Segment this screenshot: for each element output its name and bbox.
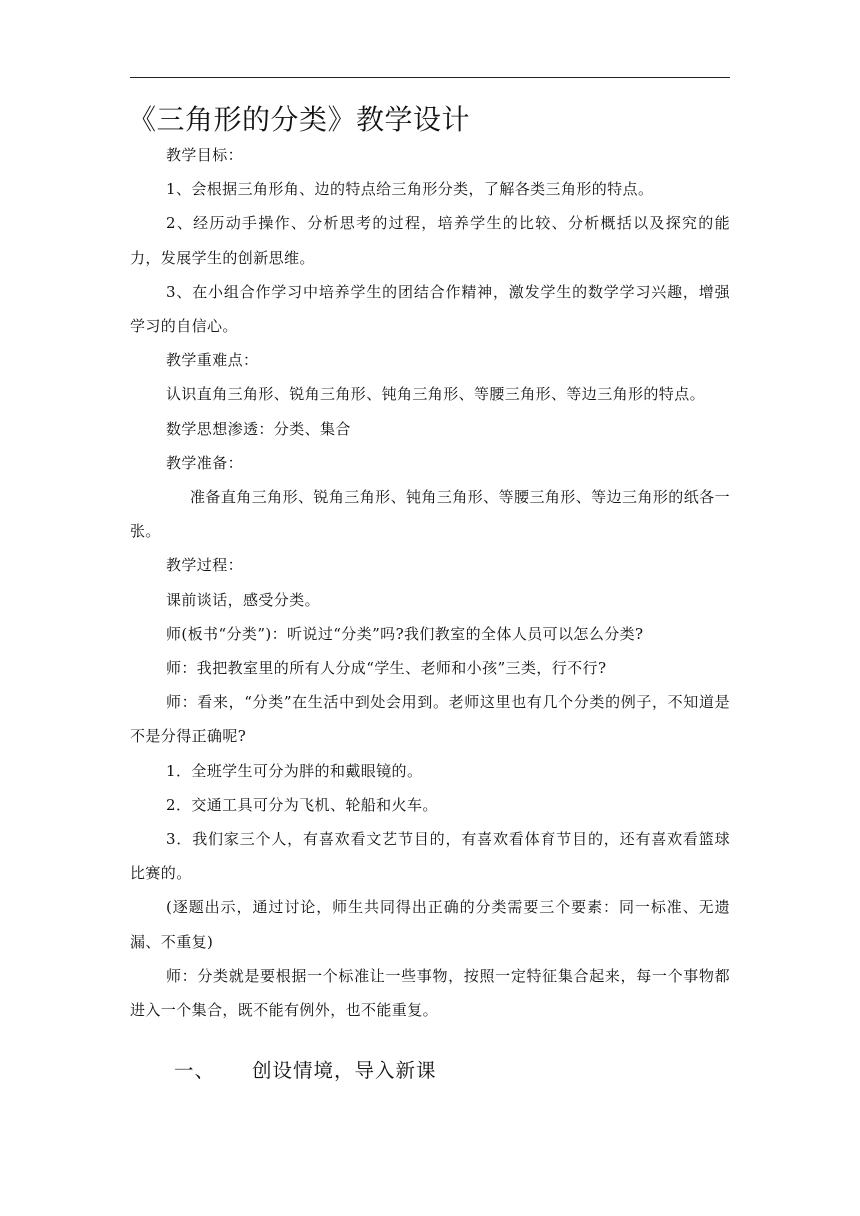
paragraph-classification-definition: 师：分类就是要根据一个标准让一些事物，按照一定特征集合起来，每一个事物都进入一个集合，既不能有例外，也不能重复。 <box>130 966 730 1020</box>
paragraph-goal-2: 2、经历动手操作、分析思考的过程，培养学生的比较、分析概括以及探究的能力，发展学生的创新思维。 <box>130 214 730 267</box>
paragraph-example-1: 1．全班学生可分为胖的和戴眼镜的。 <box>166 761 423 780</box>
paragraph-goal-3: 3、在小组合作学习中培养学生的团结合作精神，激发学生的数学学习兴趣，增强学习的自信心。 <box>130 282 730 336</box>
paragraph-process-heading: 教学过程： <box>166 556 244 575</box>
document-body <box>130 138 730 1027</box>
section-heading-text: 创设情境，导入新课 <box>252 1059 437 1082</box>
paragraph-key-points-heading: 教学重难点： <box>166 351 259 370</box>
paragraph-discussion-note: (逐题出示，通过讨论，师生共同得出正确的分类需要三个要素：同一标准、无遗漏、不重复) <box>130 898 730 951</box>
paragraph-key-points: 认识直角三角形、锐角三角形、钝角三角形、等腰三角形、等边三角形的特点。 <box>166 385 706 404</box>
paragraph-preparation-heading: 教学准备： <box>166 453 244 472</box>
paragraph-goal-1: 1、会根据三角形角、边的特点给三角形分类，了解各类三角形的特点。 <box>166 180 654 199</box>
section-heading-number: 一、 <box>174 1059 216 1082</box>
paragraph-teacher-line-1: 师(板书“分类”)：听说过“分类”吗?我们教室的全体人员可以怎么分类? <box>166 624 644 643</box>
paragraph-math-thinking: 数学思想渗透：分类、集合 <box>166 419 351 438</box>
paragraph-pre-class-talk: 课前谈话，感受分类。 <box>166 590 321 609</box>
section-heading <box>174 1054 437 1088</box>
paragraph-teacher-line-3: 师：看来，“分类”在生活中到处会用到。老师这里也有几个分类的例子，不知道是不是分得正确呢? <box>130 693 730 746</box>
header-rule <box>130 77 730 78</box>
paragraph-example-3: 3．我们家三个人，有喜欢看文艺节目的，有喜欢看体育节目的，还有喜欢看篮球比赛的。 <box>130 830 730 883</box>
paragraph-example-2: 2．交通工具可分为飞机、轮船和火车。 <box>166 795 438 814</box>
paragraph-preparation: 准备直角三角形、锐角三角形、钝角三角形、等腰三角形、等边三角形的纸各一张。 <box>130 488 730 541</box>
paragraph-teacher-line-2: 师：我把教室里的所有人分成“学生、老师和小孩”三类，行不行? <box>166 659 607 678</box>
document-title: 《三角形的分类》教学设计 <box>128 103 471 136</box>
paragraph-teaching-goals-heading: 教学目标： <box>166 146 244 164</box>
